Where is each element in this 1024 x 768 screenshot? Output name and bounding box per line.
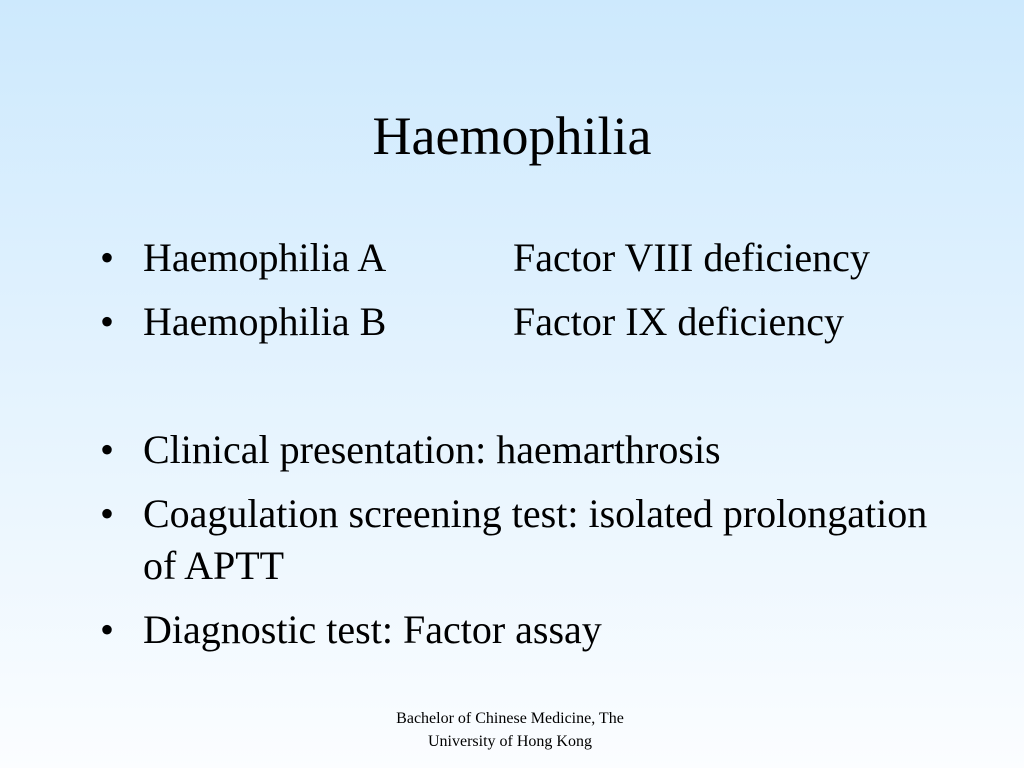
bullet-item (100, 232, 960, 284)
bullet-icon: • (100, 607, 115, 652)
bullet-text (143, 232, 960, 284)
bullet-term: Haemophilia A (143, 235, 387, 280)
bullet-text: Coagulation screening test: isolated prolongation of APTT (143, 491, 928, 588)
bullet-item (100, 424, 960, 476)
bullet-item (100, 488, 960, 592)
bullet-icon: • (100, 427, 115, 472)
bullet-icon: • (100, 491, 115, 536)
bullet-term: Haemophilia B (143, 299, 387, 344)
bullet-text: Clinical presentation: haemarthrosis (143, 427, 721, 472)
footer-line: University of Hong Kong (428, 733, 592, 750)
bullet-item (100, 604, 960, 656)
slide-title: Haemophilia (372, 106, 652, 166)
bullet-text (143, 296, 960, 348)
bullet-detail: Factor VIII deficiency (513, 235, 870, 280)
bullet-text: Diagnostic test: Factor assay (143, 607, 602, 652)
bullet-detail: Factor IX deficiency (513, 299, 844, 344)
footer-line: Bachelor of Chinese Medicine, The (396, 710, 624, 727)
bullet-icon: • (100, 235, 115, 280)
bullet-icon: • (100, 299, 115, 344)
slide-footer (360, 707, 660, 753)
bullet-list (100, 232, 960, 656)
bullet-item (100, 296, 960, 348)
